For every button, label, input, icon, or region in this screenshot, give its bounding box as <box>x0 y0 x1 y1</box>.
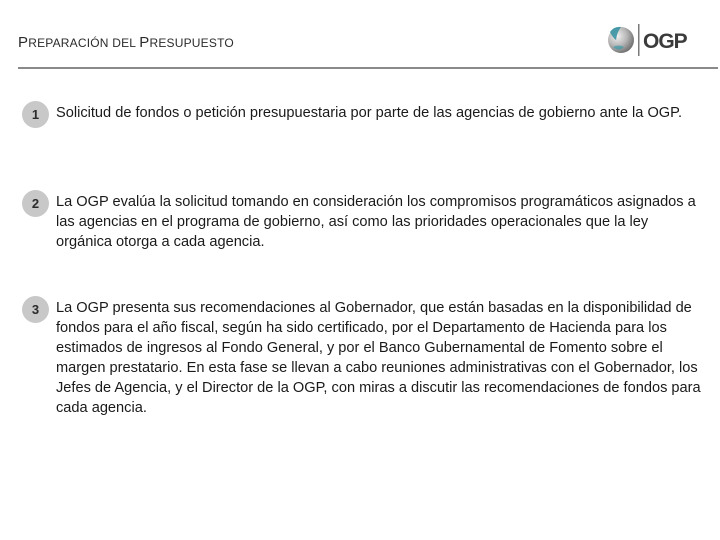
step-text: La OGP evalúa la solicitud tomando en consideración los compromisos programáticos asignados a las agencias en el programa de gobierno, así como las prioridades operacionales que la ley orgánica otorga a cada agencia. <box>56 194 696 250</box>
step-number-badge: 3 <box>22 296 49 323</box>
title-divider <box>18 67 718 69</box>
step-text: La OGP presenta sus recomendaciones al Gobernador, que están basadas en la disponibilidad de fondos para el año fiscal, según ha sido certificado, por el Departamento de Hacienda para los estimados de ingresos al Fondo General, y por el Banco Gubernamental de Fomento sobre el margen prestatario. En esta fase se llevan a cabo reuniones administrativas con el Gobernador, los Jefes de Agencia, y el Director de la OGP, con miras a discutir las recomendaciones de fondos para cada agencia. <box>56 300 701 416</box>
step-text: Solicitud de fondos o petición presupuestaria por parte de las agencias de gobierno ante la OGP. <box>56 105 683 121</box>
step-number-badge: 2 <box>22 190 49 217</box>
page-title: PREPARACIÓN DEL PRESUPUESTO <box>18 34 234 51</box>
svg-text:OGP: OGP <box>643 30 687 53</box>
step-number-badge: 1 <box>22 101 49 128</box>
ogp-logo <box>604 20 700 60</box>
